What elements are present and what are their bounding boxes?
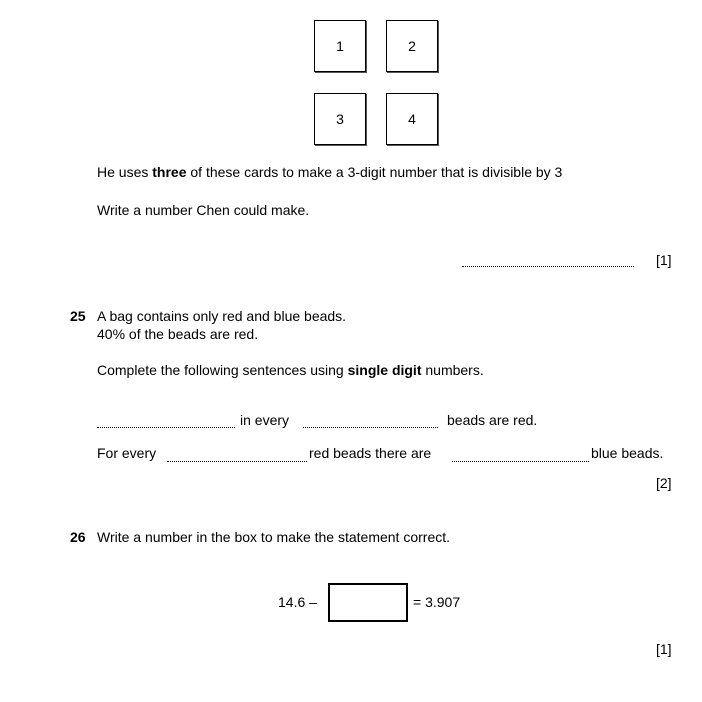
card-label: 2 — [408, 38, 416, 54]
q25-line1: A bag contains only red and blue beads. — [97, 308, 347, 324]
q25-instruction: Complete the following sentences using single digit numbers. — [97, 362, 484, 378]
q25-line2: 40% of the beads are red. — [97, 326, 259, 342]
card-label: 3 — [336, 111, 344, 127]
number-card-2 — [386, 20, 438, 72]
q25-blank-3[interactable] — [167, 461, 307, 462]
q25-s1-end: beads are red. — [447, 412, 538, 428]
q24-answer-line[interactable] — [462, 266, 634, 267]
q25-blank-2[interactable] — [303, 427, 438, 428]
q24-statement: He uses three of these cards to make a 3-digit number that is divisible by 3 — [97, 164, 563, 180]
q25-s2-end: blue beads. — [591, 445, 664, 461]
q25-marks: [2] — [656, 475, 672, 491]
number-card-1 — [314, 20, 366, 72]
q26-answer-box[interactable] — [328, 583, 408, 622]
q25-blank-4[interactable] — [452, 461, 589, 462]
q25-blank-1[interactable] — [97, 427, 235, 428]
q24-marks: [1] — [656, 252, 672, 268]
q26-marks: [1] — [656, 641, 672, 657]
q25-s2-start: For every — [97, 445, 157, 461]
q25-s1-mid: in every — [240, 412, 290, 428]
q26-rhs: = 3.907 — [413, 594, 461, 610]
number-card-3 — [314, 93, 366, 145]
number-card-4 — [386, 93, 438, 145]
q26-instruction: Write a number in the box to make the statement correct. — [97, 529, 451, 545]
q25-number: 25 — [70, 308, 86, 324]
card-label: 4 — [408, 111, 416, 127]
q26-number: 26 — [70, 529, 86, 545]
q25-s2-mid: red beads there are — [309, 445, 432, 461]
q26-lhs: 14.6 – — [278, 594, 317, 610]
q24-instruction: Write a number Chen could make. — [97, 202, 310, 218]
card-label: 1 — [336, 38, 344, 54]
